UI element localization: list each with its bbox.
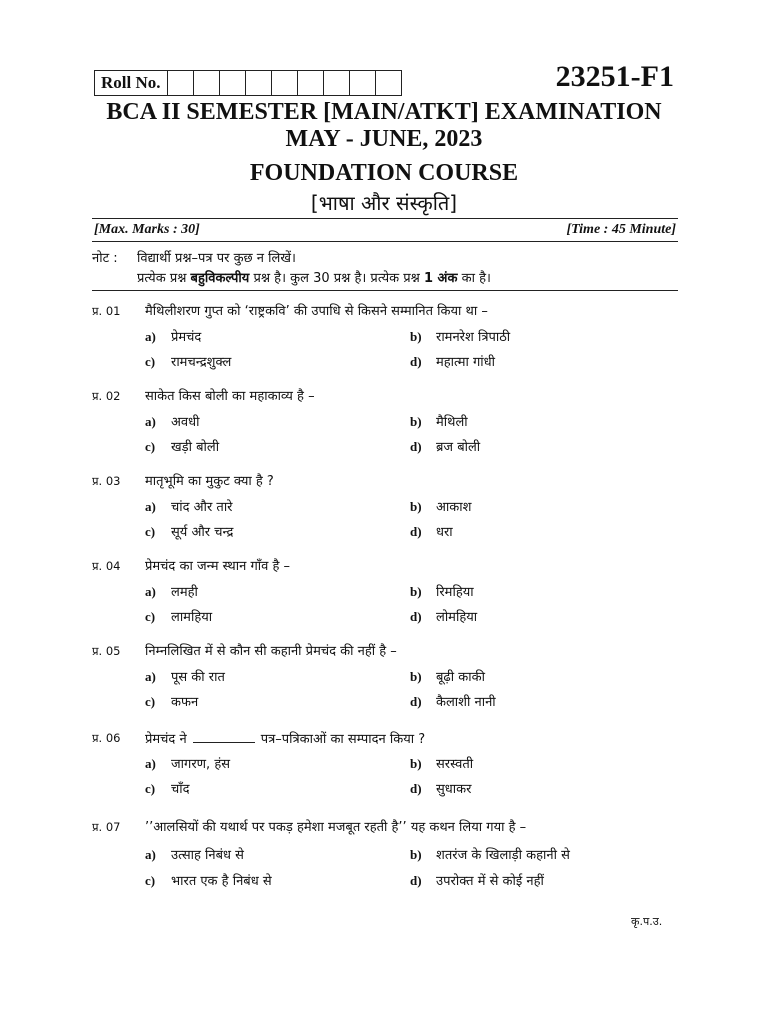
option-a (145, 498, 233, 516)
question-text-part: पत्र–पत्रिकाओं का सम्पादन किया ? (260, 732, 426, 747)
divider (92, 218, 678, 219)
note-text: का है। (457, 271, 491, 286)
question-number: प्र. 02 (92, 389, 121, 403)
option-a (145, 668, 225, 686)
option-label: d) (410, 873, 422, 888)
roll-digit-cell (194, 71, 220, 95)
option-text: खड़ी बोली (171, 440, 220, 455)
option-text: रामनरेश त्रिपाठी (436, 330, 511, 345)
max-marks: [Max. Marks : 30] (94, 222, 200, 237)
option-text: लामहिया (171, 610, 213, 625)
option-text: अवधी (171, 415, 200, 430)
question-text: निम्नलिखित में से कौन सी कहानी प्रेमचंद की नहीं है – (145, 644, 397, 659)
note-text: विद्यार्थी प्रश्न–पत्र पर कुछ न लिखें। (137, 251, 296, 266)
option-text: शतरंज के खिलाड़ी कहानी से (436, 848, 570, 863)
option-b (410, 583, 474, 601)
option-label: c) (145, 694, 156, 709)
note-text: प्रत्येक प्रश्न (137, 271, 191, 286)
option-text: चांद और तारे (171, 500, 233, 515)
option-d (410, 693, 496, 711)
option-text: सुधाकर (436, 782, 472, 797)
note-line-2 (137, 268, 491, 286)
option-a (145, 755, 230, 773)
roll-number-label: Roll No. (95, 71, 168, 95)
option-text: प्रेमचंद (171, 330, 202, 345)
question-number: प्र. 07 (92, 820, 121, 834)
option-label: c) (145, 873, 156, 888)
note-emphasis: 1 अंक (423, 271, 458, 286)
option-c (145, 353, 231, 371)
option-a (145, 413, 200, 431)
option-a (145, 583, 198, 601)
option-label: a) (145, 669, 156, 684)
option-d (410, 608, 477, 626)
option-d (410, 438, 480, 456)
divider (92, 290, 678, 291)
note-emphasis: बहुविकल्पीय (190, 271, 250, 286)
option-c (145, 438, 219, 456)
question-text: प्रेमचंद का जन्म स्थान गाँव है – (145, 559, 291, 574)
paper-code: 23251-F1 (555, 60, 674, 93)
option-c (145, 693, 198, 711)
option-label: b) (410, 499, 422, 514)
option-label: c) (145, 354, 156, 369)
question-text: ’’आलसियों की यथार्थ पर पकड़ हमेशा मजबूत रहती है’’ यह कथन लिया गया है – (145, 820, 527, 835)
option-label: a) (145, 847, 156, 862)
option-label: a) (145, 329, 156, 344)
option-label: a) (145, 414, 156, 429)
option-text: रिमहिया (436, 585, 474, 600)
option-label: b) (410, 669, 422, 684)
note-line-1 (92, 248, 296, 266)
option-d (410, 872, 544, 890)
roll-digit-cell (246, 71, 272, 95)
option-label: b) (410, 584, 422, 599)
option-text: बूढ़ी काकी (436, 670, 485, 685)
question-text-part: प्रेमचंद ने (145, 732, 187, 747)
divider (92, 241, 678, 242)
question-text: मैथिलीशरण गुप्त को ‘राष्ट्रकवि’ की उपाधि से किसने सम्मानित किया था – (145, 304, 488, 319)
option-label: a) (145, 584, 156, 599)
question-number: प्र. 03 (92, 474, 121, 488)
subject-title: [भाषा और संस्कृति] (310, 191, 458, 215)
roll-digit-cell (272, 71, 298, 95)
question-number: प्र. 04 (92, 559, 121, 573)
option-b (410, 755, 473, 773)
option-label: c) (145, 609, 156, 624)
question-number: प्र. 06 (92, 731, 121, 745)
option-c (145, 872, 272, 890)
option-text: सूर्य और चन्द्र (171, 525, 234, 540)
roll-digit-cell (220, 71, 246, 95)
option-text: महात्मा गांधी (436, 355, 496, 370)
option-text: लोमहिया (436, 610, 478, 625)
roll-digit-cell (168, 71, 194, 95)
option-c (145, 523, 233, 541)
option-label: c) (145, 439, 156, 454)
option-text: सरस्वती (436, 757, 474, 772)
option-d (410, 353, 495, 371)
option-label: d) (410, 694, 422, 709)
question-text (145, 730, 425, 748)
option-text: आकाश (436, 500, 472, 515)
question-text: साकेत किस बोली का महाकाव्य है – (145, 389, 315, 404)
option-b (410, 498, 471, 516)
exam-session: MAY - JUNE, 2023 (285, 126, 483, 152)
please-turn-over: कृ.प.उ. (631, 915, 663, 928)
option-label: d) (410, 781, 422, 796)
roll-digit-cell (376, 71, 401, 95)
option-label: d) (410, 439, 422, 454)
exam-title: BCA II SEMESTER [MAIN/ATKT] EXAMINATION (106, 99, 662, 125)
option-label: c) (145, 524, 156, 539)
time-allowed: [Time : 45 Minute] (566, 222, 676, 237)
roll-number-box (94, 70, 402, 96)
option-d (410, 780, 471, 798)
roll-digit-cell (298, 71, 324, 95)
option-b (410, 328, 510, 346)
option-label: a) (145, 756, 156, 771)
roll-digit-cell (350, 71, 376, 95)
option-label: d) (410, 524, 422, 539)
option-text: कफन (171, 695, 199, 710)
option-label: d) (410, 609, 422, 624)
option-b (410, 846, 570, 864)
roll-digit-cell (324, 71, 350, 95)
option-label: c) (145, 781, 156, 796)
option-a (145, 328, 201, 346)
option-label: d) (410, 354, 422, 369)
option-text: जागरण, हंस (171, 757, 231, 772)
option-label: b) (410, 414, 422, 429)
option-b (410, 413, 468, 431)
option-label: b) (410, 847, 422, 862)
fill-in-blank (193, 730, 255, 743)
option-d (410, 523, 453, 541)
option-text: भारत एक है निबंध से (171, 874, 272, 889)
option-c (145, 608, 212, 626)
option-label: b) (410, 756, 422, 771)
option-a (145, 846, 244, 864)
option-text: उपरोक्त में से कोई नहीं (436, 874, 544, 889)
option-text: ब्रज बोली (436, 440, 481, 455)
option-label: b) (410, 329, 422, 344)
option-text: धरा (436, 525, 453, 540)
option-text: उत्साह निबंध से (171, 848, 244, 863)
question-number: प्र. 05 (92, 644, 121, 658)
course-title: FOUNDATION COURSE (249, 160, 519, 186)
option-text: मैथिली (436, 415, 468, 430)
option-b (410, 668, 485, 686)
note-text: प्रश्न है। कुल 30 प्रश्न है। प्रत्येक प्रश्न (249, 271, 424, 286)
option-text: रामचन्द्रशुक्ल (171, 355, 232, 370)
option-c (145, 780, 190, 798)
option-text: चाँद (171, 782, 190, 797)
option-text: पूस की रात (171, 670, 225, 685)
option-text: कैलाशी नानी (436, 695, 496, 710)
note-prefix: नोट : (92, 251, 118, 266)
option-text: लमही (171, 585, 198, 600)
option-label: a) (145, 499, 156, 514)
question-number: प्र. 01 (92, 304, 121, 318)
question-text: मातृभूमि का मुकुट क्या है ? (145, 474, 274, 489)
